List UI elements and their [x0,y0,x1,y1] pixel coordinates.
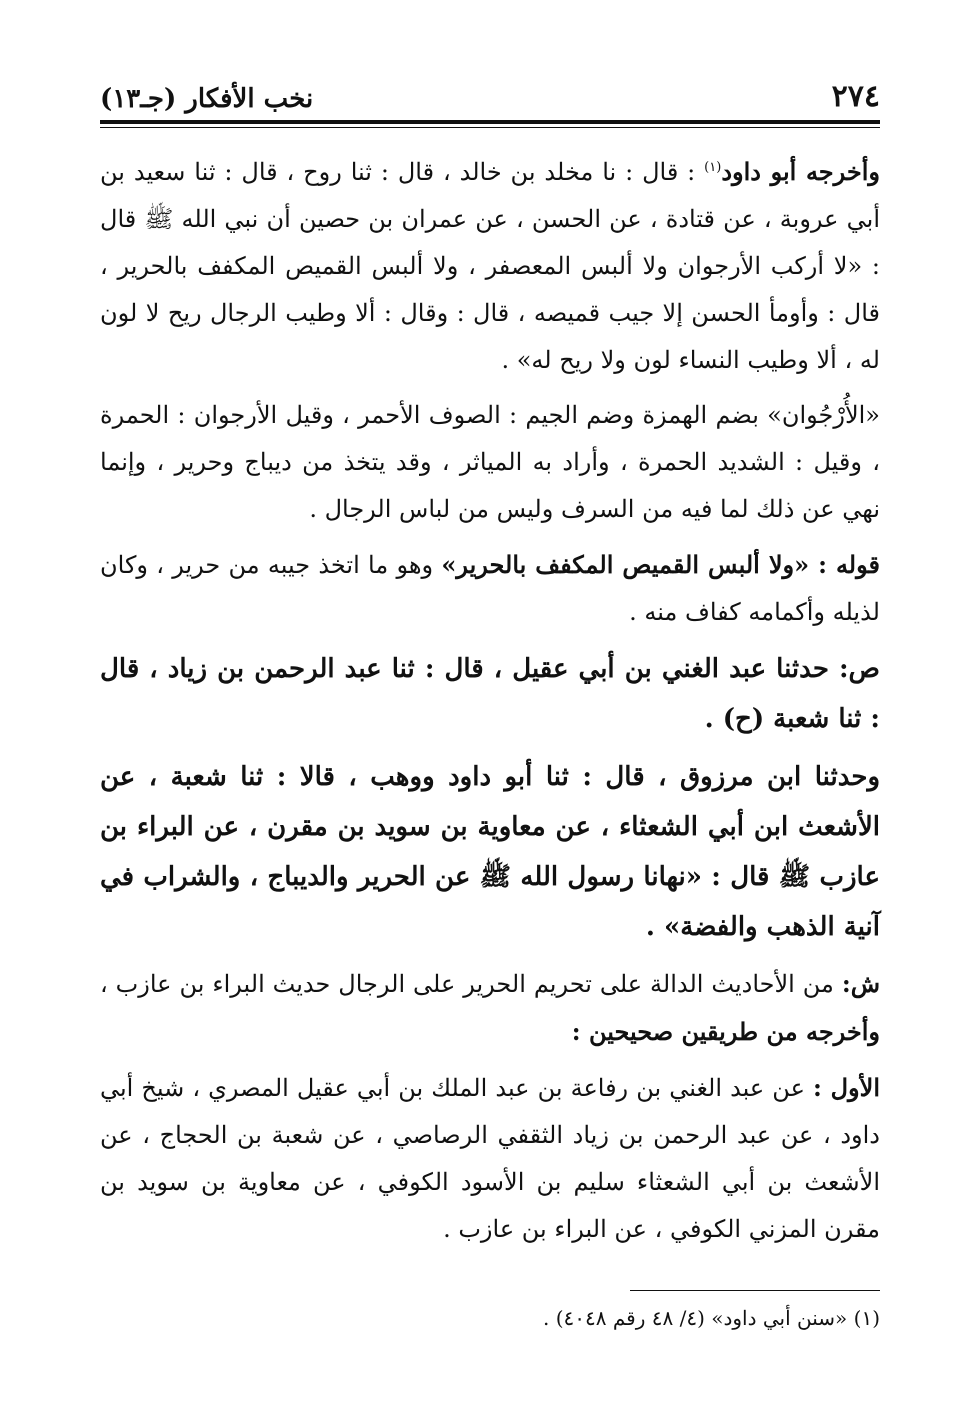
page-header [100,70,880,114]
paragraph-lead: قوله : «ولا ألبس القميص المكفف بالحرير» [441,550,880,579]
page-body [100,148,880,1261]
header-rule-thick [100,120,880,124]
paragraph-second-isnad [100,752,880,952]
footnote-separator [630,1290,880,1291]
paragraph-text: وهو ما اتخذ جيبه من حرير ، وكان لذيله وأكمامه كفاف منه . [100,551,880,626]
paragraph-shin-commentary [100,960,880,1056]
running-title: نخب الأفكار (جـ١٣) [100,84,314,114]
footnote: (١) «سنن أبي داود» (٤/ ٤٨ رقم ٤٠٤٨) . [542,1306,880,1330]
paragraph-tail: وأخرجه من طريقين صحيحين : [571,1017,880,1046]
paragraph-text: وحدثنا ابن مرزوق ، قال : ثنا أبو داود ووهب ، قالا : ثنا شعبة ، عن الأشعث ابن أبي الشعثاء ، عن معاوية بن سويد بن مقرن ، عن البراء بن عازب ﷺ قال : «نهانا رسول الله ﷺ عن الحرير والديباج ، والشراب في آنية الذهب والفضة» . [100,762,880,942]
paragraph-qawluhu [100,541,880,636]
paragraph-text: ص: حدثنا عبد الغني بن أبي عقيل ، قال : ثنا عبد الرحمن بن زياد ، قال : ثنا شعبة (ح) . [100,654,880,734]
paragraph-text: «الأُرْجُوان» بضم الهمزة وضم الجيم : الصوف الأحمر ، وقيل الأرجوان : الحمرة ، وقيل : الشديد الحمرة ، وأراد به المياثر ، وقد يتخذ من ديباج وحرير ، وإنما نهي عن ذلك لما فيه من السرف وليس من لباس الرجال . [100,401,880,523]
page-number: ٢٧٤ [831,79,880,114]
paragraph-lead: الأول : [812,1073,880,1102]
paragraph-urjuwan [100,392,880,533]
paragraph-text: عن عبد الغني بن رفاعة بن عبد الملك بن أبي عقيل المصري ، شيخ أبي داود ، عن عبد الرحمن بن زياد الثقفي الرصاصي ، عن شعبة بن الحجاج ، عن الأشعث بن أبي الشعثاء سليم بن الأسود الكوفي ، عن معاوية بن سويد بن مقرن المزني الكوفي ، عن البراء بن عازب . [100,1074,880,1243]
footnote-marker: (١) [704,160,722,175]
paragraph-lead: ش: [841,969,880,998]
paragraph-text: من الأحاديث الدالة على تحريم الحرير على الرجال حديث البراء بن عازب ، [100,970,842,998]
paragraph-first-route [100,1064,880,1253]
paragraph-lead: وأخرجه أبو داود [721,157,880,186]
paragraph-text: : قال : نا مخلد بن خالد ، قال : ثنا روح ، قال : ثنا سعيد بن أبي عروبة ، عن قتادة ، عن الحسن ، عن عمران بن حصين أن نبي الله ﷺ قال : «لا أركب الأرجوان ولا ألبس المعصفر ، ولا ألبس القميص المكفف بالحرير ، قال : وأومأ الحسن إلا جيب قميصه ، قال : وقال : ألا وطيب الرجال ريح لا لون له ، ألا وطيب النساء لون ولا ريح له» . [100,158,880,374]
paragraph-sad-isnad [100,644,880,744]
header-rule-thin [100,127,880,128]
paragraph-abu-dawud [100,148,880,384]
